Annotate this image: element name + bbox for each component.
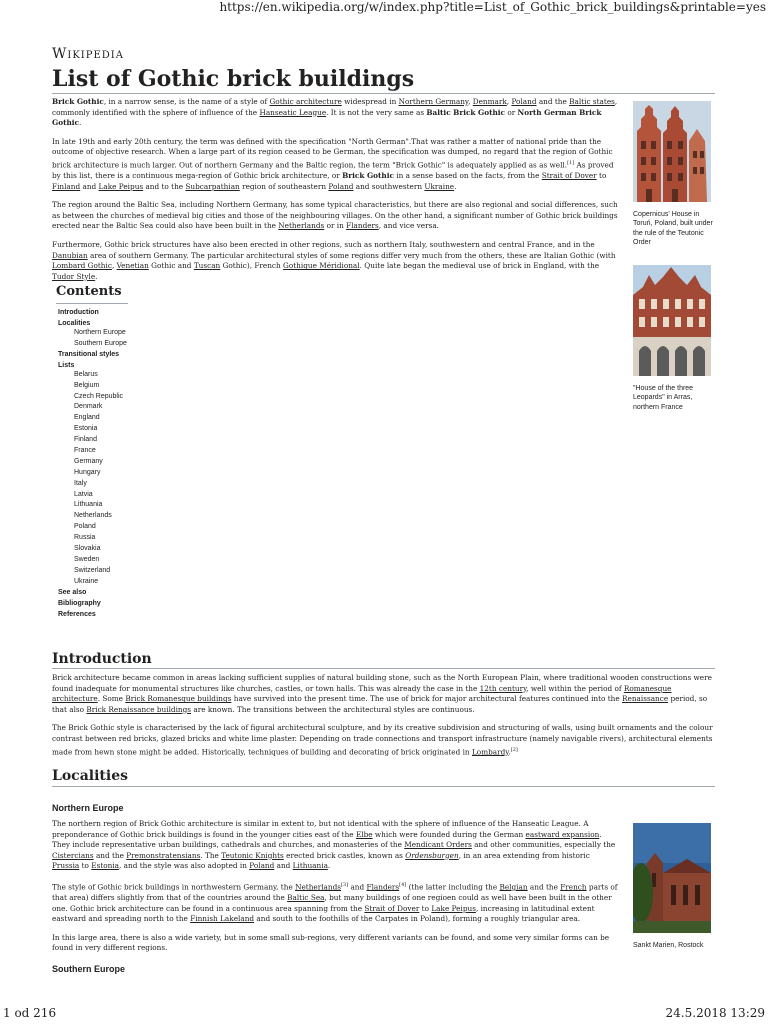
link-flanders-2[interactable]: Flanders <box>366 882 400 892</box>
section-divider <box>52 786 715 787</box>
toc-item-references[interactable]: References <box>58 610 96 618</box>
link-romanesque-architecture[interactable]: Romanesque architecture <box>52 683 672 704</box>
toc-subitem-belgium[interactable]: Belgium <box>74 381 100 389</box>
lead-paragraph-4: Furthermore, Gothic brick structures have also been erected in other regions, such as northern Italy, southwestern and central France, and in the Danubian area of southern Germany. The particular architectural styles of some regions differ very much from the others, these are Italian Gothic (with Lombard Gothic, Venetian Gothic and Tuscan Gothic), French Gothique Méridional. Quite late began the medieval use of brick in England, with the Tudor Style. <box>52 239 616 281</box>
link-lake-peipus-2[interactable]: Lake Peipus <box>431 903 476 913</box>
toc-subitem-denmark[interactable]: Denmark <box>74 403 103 411</box>
copernicus-house-image[interactable] <box>633 101 711 202</box>
wikipedia-logo: Wikipedia <box>52 46 124 62</box>
link-poland-3[interactable]: Poland <box>249 861 275 871</box>
toc-item-bibliography[interactable]: Bibliography <box>58 599 101 607</box>
toc-subitem-latvia[interactable]: Latvia <box>74 490 93 498</box>
toc-subitem-sweden[interactable]: Sweden <box>74 555 100 563</box>
title-divider <box>52 93 715 94</box>
toc-subitem-finland[interactable]: Finland <box>74 436 97 444</box>
toc-item-introduction[interactable]: Introduction <box>58 309 99 316</box>
link-french[interactable]: French <box>560 882 587 892</box>
link-poland[interactable]: Poland <box>511 97 537 106</box>
link-tuscan[interactable]: Tuscan <box>193 261 221 271</box>
toc-item-lists[interactable]: Lists <box>58 361 75 369</box>
thumbnail-caption: "House of the three Leopards" in Arras, northern France <box>633 384 694 411</box>
heading-northern-europe: Northern Europe <box>52 803 124 813</box>
introduction-section <box>52 673 715 766</box>
toc-subitem-russia[interactable]: Russia <box>74 534 96 542</box>
link-cistercians[interactable]: Cistercians <box>52 850 94 860</box>
link-lombard-gothic[interactable]: Lombard Gothic <box>52 261 112 271</box>
toc-subitem-hungary[interactable]: Hungary <box>74 468 101 476</box>
toc-subitem-lithuania[interactable]: Lithuania <box>74 501 103 509</box>
thumbnail-three-leopards <box>633 265 715 412</box>
print-url: https://en.wikipedia.org/w/index.php?title=List_of_Gothic_brick_buildings&printable=yes <box>219 0 766 14</box>
link-renaissance[interactable]: Renaissance <box>622 694 669 704</box>
link-subcarpathian[interactable]: Subcarpathian <box>185 181 240 191</box>
link-teutonic-knights[interactable]: Teutonic Knights <box>221 850 284 860</box>
northern-paragraph-3: In this large area, there is also a wide variety, but in some small sub-regions, very different variants can be found, and some very similar forms can be found in very different regions. <box>52 932 610 953</box>
citation-3[interactable]: [3] <box>341 881 349 888</box>
toc-subitem-netherlands[interactable]: Netherlands <box>74 512 112 520</box>
thumbnail-sankt-marien <box>633 823 715 950</box>
northern-paragraph-2: The style of Gothic brick buildings in northwestern Germany, the Netherlands[3] and Flanders[4] (the latter including the Belgian and the French parts of that area) differs slightly from that of the countries around the Baltic Sea, but many buildings of one regioen could as well have been built in the other one. Gothic brick architecture can be found in a continuous area spanning from the Strait of Dover to Lake Peipus, increasing in latitudinal extent eastward and spreading north to the Finnish Lakeland and south to the foothills of the Carpates in Poland), forming a roughly triangular area. <box>52 881 618 924</box>
link-netherlands[interactable]: Netherlands <box>278 221 325 231</box>
toc-subitem-germany[interactable]: Germany <box>74 457 103 465</box>
lead-paragraph-3: The region around the Baltic Sea, including Northern Germany, has some typical characteristics, but there are also regional and social differences, such as between the churches of medieval big cities and those of the neighbouring villages. On the other hand, a significant number of Gothic brick buildings erected near the Baltic Sea could also have been built in the Netherlands or in Flanders, and vice versa. <box>52 200 618 231</box>
toc-subitem-france[interactable]: France <box>74 447 96 455</box>
northern-paragraph-1: The northern region of Brick Gothic architecture is similar in extent to, but not identical with the sphere of influence of the Hanseatic League. A preponderance of Gothic brick buildings is found in the younger cities east of the Elbe which were founded during the German eastward expansion. They include representative urban buildings, cathedrals and churches, and monasteries of the Mendicant Orders and other communities, especially the Cistercians and the Premonstratensians. The Teutonic Knights erected brick castles, known as Ordensburgen, in an area extending from historic Prussia to Estonia, and the style was also adopted in Poland and Lithuania. <box>52 819 616 871</box>
link-poland-2[interactable]: Poland <box>328 181 354 191</box>
link-eastward-expansion[interactable]: eastward expansion <box>525 829 600 839</box>
link-12th-century[interactable]: 12th century <box>479 683 527 693</box>
link-belgian[interactable]: Belgian <box>499 882 528 892</box>
link-strait-of-dover-2[interactable]: Strait of Dover <box>364 903 420 913</box>
three-leopards-image[interactable] <box>633 265 711 376</box>
toc-title: Contents <box>56 284 122 299</box>
citation-4[interactable]: [4] <box>399 881 407 888</box>
toc-subitem-switzerland[interactable]: Switzerland <box>74 566 111 574</box>
toc-subitem-ukraine[interactable]: Ukraine <box>74 577 99 585</box>
toc-subitem-southern-europe[interactable]: Southern Europe <box>74 339 127 347</box>
link-premonstratensians[interactable]: Premonstratensians <box>126 850 201 860</box>
print-page-number: 1 od 216 <box>3 1006 57 1020</box>
link-tudor-style[interactable]: Tudor Style <box>52 271 96 281</box>
print-date: 24.5.2018 13:29 <box>665 1006 765 1020</box>
lead-paragraph-1: Brick Gothic, in a narrow sense, is the name of a style of Gothic architecture widespread in Northern Germany, Denmark, Poland and the Baltic states, commonly identified with the sphere of influence of the Hanseatic League. It is not the very same as Baltic Brick Gothic or North German Brick Gothic. <box>52 97 618 128</box>
sankt-marien-image[interactable] <box>633 823 711 933</box>
heading-localities: Localities <box>52 768 128 784</box>
link-ukraine[interactable]: Ukraine <box>424 181 455 191</box>
table-of-contents <box>56 284 128 622</box>
link-brick-romanesque[interactable]: Brick Romanesque buildings <box>125 694 232 704</box>
link-gothic-architecture[interactable]: Gothic architecture <box>269 97 342 106</box>
thumbnail-caption: Copernicus' House in Toruń, Poland, built under the rule of the Teutonic Order <box>633 210 713 246</box>
toc-subitem-northern-europe[interactable]: Northern Europe <box>74 329 126 336</box>
link-lake-peipus[interactable]: Lake Peipus <box>98 181 144 191</box>
toc-subitem-czech-republic[interactable]: Czech Republic <box>74 392 124 400</box>
toc-item-see-also[interactable]: See also <box>58 588 87 596</box>
section-divider <box>52 668 715 669</box>
toc-subitem-italy[interactable]: Italy <box>74 479 87 487</box>
link-elbe[interactable]: Elbe <box>355 829 373 839</box>
lead-section <box>52 97 618 290</box>
link-estonia[interactable]: Estonia <box>91 861 120 871</box>
toc-subitem-slovakia[interactable]: Slovakia <box>74 545 101 553</box>
link-flanders[interactable]: Flanders <box>346 221 379 231</box>
link-netherlands-2[interactable]: Netherlands <box>295 882 342 892</box>
toc-list <box>56 309 128 618</box>
thumbnail-caption: Sankt Marien, Rostock <box>633 941 704 949</box>
toc-subitem-poland[interactable]: Poland <box>74 523 96 531</box>
introduction-paragraph-2: The Brick Gothic style is characterised by the lack of figural architectural sculpture, and by its creative subdivision and structuring of walls, using built ornaments and the colour contrast between red bricks, glazed bricks and white lime plaster. Depending on trade connections and transport infrastructure (namely navigable rivers), architectural elements made from hewn stone might be added. Historically, techniques of building and decorating of brick originated in Lombardy.[2] <box>52 723 713 756</box>
thumbnail-copernicus-house <box>633 101 715 248</box>
link-strait-of-dover[interactable]: Strait of Dover <box>541 170 597 180</box>
link-baltic-sea[interactable]: Baltic Sea <box>287 892 325 902</box>
link-lithuania[interactable]: Lithuania <box>292 861 328 871</box>
link-brick-renaissance[interactable]: Brick Renaissance buildings <box>86 704 192 714</box>
northern-europe-section <box>52 819 618 962</box>
link-lombardy[interactable]: Lombardy <box>471 746 509 756</box>
link-prussia[interactable]: Prussia <box>52 861 80 871</box>
toc-item-transitional-styles[interactable]: Transitional styles <box>58 350 120 358</box>
link-hanseatic-league[interactable]: Hanseatic League <box>259 107 327 117</box>
toc-subitem-estonia[interactable]: Estonia <box>74 425 98 433</box>
link-mendicant-orders[interactable]: Mendicant Orders <box>404 840 472 850</box>
page-title: List of Gothic brick buildings <box>52 66 415 92</box>
lead-paragraph-2: In late 19th and early 20th century, the term was defined with the specification "North German".That was rather a matter of national pride than the outcome of objective research. When a large part of its region ceased to be German, the specification was dumped, no regard that the region of Gothic brick architecture is much larger. Out of northern Germany and the Baltic region, the term "Brick Gothic" is adequately applied as as well.[1] As proved by this list, there is a continuous mega-region of Gothic brick architecture, or Brick Gothic in a sense based on the facts, from the Strait of Dover to Finland and Lake Peipus and to the Subcarpathian region of southeastern Poland and southwestern Ukraine. <box>52 136 614 191</box>
link-baltic-states[interactable]: Baltic states <box>569 97 615 106</box>
toc-subitem-belarus[interactable]: Belarus <box>74 370 98 378</box>
introduction-paragraph-1: Brick architecture became common in areas lacking sufficient supplies of natural building stone, such as the North European Plain, where traditional wooden constructions were found inadequate for monumental structures like churches, castles, or town halls. This was already the case in the 12th century, well within the period of Romanesque architecture. Some Brick Romanesque buildings have survived into the present time. The use of brick for major architectural features continued into the Renaissance period, so that also Brick Renaissance buildings are known. The transitions between the architectural styles are continuous. <box>52 673 712 714</box>
link-ordensburgen[interactable]: Ordensburgen <box>405 850 459 860</box>
link-finland[interactable]: Finland <box>52 181 81 191</box>
link-denmark[interactable]: Denmark <box>472 97 507 106</box>
toc-item-localities[interactable]: Localities <box>58 320 91 327</box>
link-northern-germany[interactable]: Northern Germany <box>398 97 469 106</box>
heading-introduction: Introduction <box>52 651 152 667</box>
link-finnish-lakeland[interactable]: Finnish Lakeland <box>190 914 255 924</box>
link-venetian[interactable]: Venetian <box>116 261 149 271</box>
citation-2[interactable]: [2] <box>510 746 518 753</box>
link-danubian[interactable]: Danubian <box>52 250 88 260</box>
toc-subitem-england[interactable]: England <box>74 414 100 422</box>
heading-southern-europe: Southern Europe <box>52 964 126 974</box>
toc-divider <box>56 303 128 304</box>
link-gothique-meridional[interactable]: Gothique Méridional <box>283 261 360 271</box>
citation-1[interactable]: [1] <box>567 159 575 166</box>
